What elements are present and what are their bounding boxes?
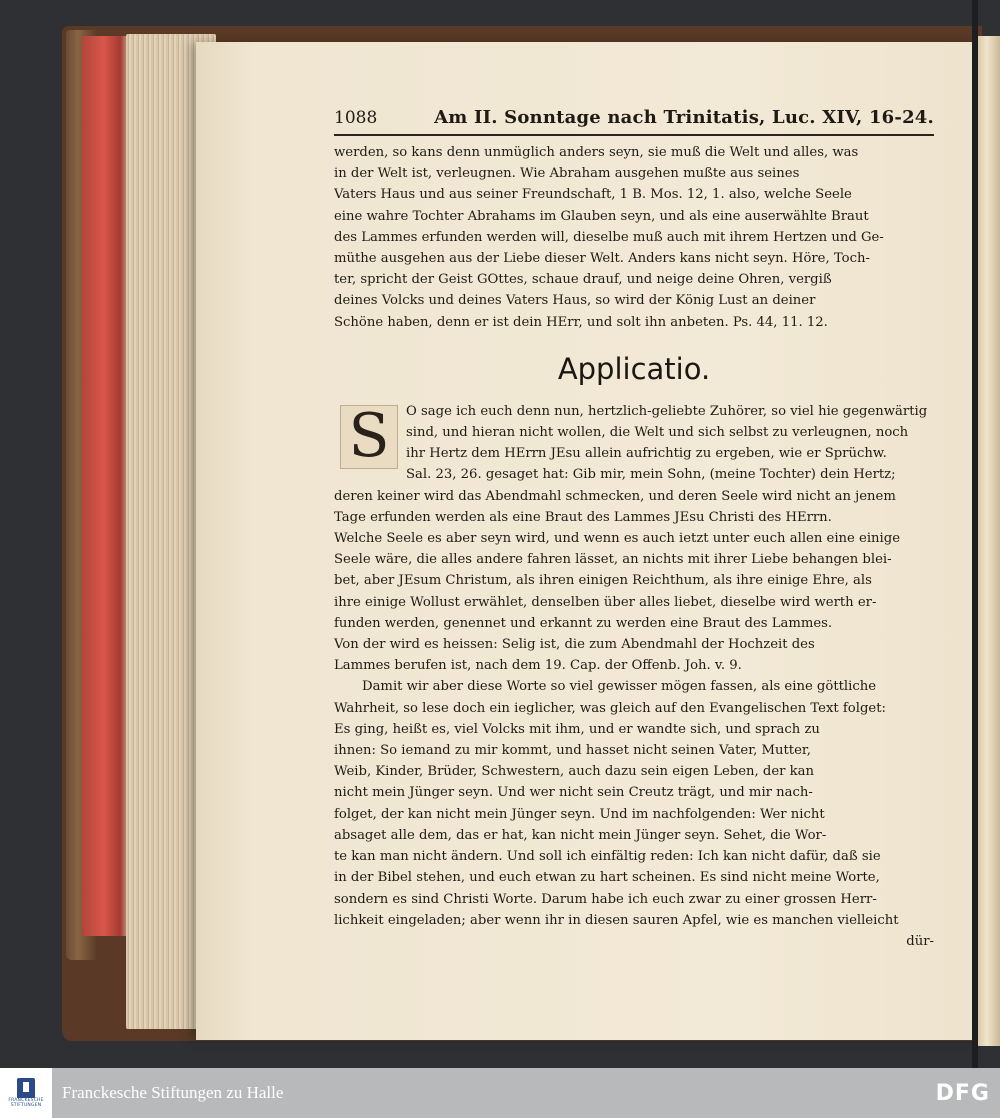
text-line: in der Welt ist, verleugnen. Wie Abraham ausgehen mußte aus seines — [334, 166, 800, 182]
section-heading: Applicatio. — [557, 351, 711, 386]
text-line: funden werden, genennet und erkannt zu werden eine Braut des Lammes. — [334, 615, 833, 631]
text-line: Damit wir aber diese Worte so viel gewisser mögen fassen, als eine göttliche — [362, 679, 877, 695]
page-text-block — [334, 104, 934, 952]
text-line: deren keiner wird das Abendmahl schmecken, und deren Seele wird nicht an jenem — [334, 488, 896, 504]
text-line: des Lammes erfunden werden will, dieselbe muß auch mit ihrem Hertzen und Ge- — [334, 229, 884, 245]
building-icon — [17, 1078, 35, 1098]
logo-text: FRANCKESCHE STIFTUNGEN — [8, 1098, 44, 1108]
decorated-initial: S — [340, 405, 398, 469]
facing-page-edge — [978, 36, 1000, 1046]
text-line: ihre einige Wollust erwählet, denselben über alles liebet, dieselbe wird werth er- — [334, 594, 877, 610]
text-line: Seele wäre, die alles andere fahren lässet, an nichts mit ihrer Liebe behangen blei- — [334, 552, 892, 568]
text-line: Weib, Kinder, Brüder, Schwestern, auch dazu sein eigen Leben, der kan — [334, 764, 814, 780]
paragraph-3 — [334, 676, 934, 952]
text-line: Sal. 23, 26. gesaget hat: Gib mir, mein Sohn, (meine Tochter) dein Hertz; — [406, 467, 896, 483]
text-line: absaget alle dem, das er hat, kan nicht mein Jünger seyn. Sehet, die Wor- — [334, 827, 827, 843]
running-title: Am II. Sonntage nach Trinitatis, Luc. XIV, 16-24. — [434, 107, 934, 128]
text-line: in der Bibel stehen, und euch etwan zu hart scheinen. Es sind nicht meine Worte, — [334, 870, 880, 886]
text-line: Von der wird es heissen: Selig ist, die zum Abendmahl der Hochzeit des — [334, 637, 815, 653]
franckesche-logo[interactable] — [0, 1068, 52, 1118]
text-line: werden, so kans denn unmüglich anders seyn, sie muß die Welt und alles, was — [334, 145, 859, 160]
text-line: nicht mein Jünger seyn. Und wer nicht sein Creutz trägt, und mir nach- — [334, 785, 813, 801]
text-line: Schöne haben, denn er ist dein HErr, und solt ihn anbeten. Ps. 44, 11. 12. — [334, 314, 828, 330]
text-line: deines Volcks und deines Vaters Haus, so wird der König Lust an deiner — [334, 293, 816, 309]
text-line: bet, aber JEsum Christum, als ihren einigen Reichthum, als ihre einige Ehre, als — [334, 573, 872, 589]
text-line: Tage erfunden werden als eine Braut des Lammes JEsu Christi des HErrn. — [334, 509, 832, 525]
catchword: dür- — [906, 933, 934, 949]
text-line: ihnen: So iemand zu mir kommt, und hasset nicht seinen Vater, Mutter, — [334, 743, 811, 759]
text-line: ter, spricht der Geist GOttes, schaue drauf, und neige deine Ohren, vergiß — [334, 272, 832, 288]
text-line: lichkeit eingeladen; aber wenn ihr in diesen sauren Apfel, wie es manchen vielleicht — [334, 912, 899, 928]
text-line: O sage ich euch denn nun, hertzlich-geliebte Zuhörer, so viel hie gegenwärtig — [406, 403, 928, 419]
text-line: müthe ausgehen aus der Liebe dieser Welt. Anders kans nicht seyn. Höre, Toch- — [334, 251, 870, 267]
running-header — [334, 104, 934, 136]
background-strip — [972, 0, 978, 1068]
text-line: sondern es sind Christi Worte. Darum habe ich euch zwar zu einer grossen Herr- — [334, 891, 877, 907]
text-line: sind, und hieran nicht wollen, die Welt und sich selbst zu verleugnen, noch — [406, 425, 909, 441]
text-line: Vaters Haus und aus seiner Freundschaft, 1 B. Mos. 12, 1. also, welche Seele — [334, 187, 852, 203]
text-line: ihr Hertz dem HErrn JEsu allein aufrichtig zu ergeben, wie er Sprüchw. — [406, 446, 887, 462]
paragraph-2 — [334, 401, 934, 677]
viewer-footer-bar — [0, 1068, 1000, 1118]
text-line: te kan man nicht ändern. Und soll ich einfältig reden: Ich kan nicht dafür, daß sie — [334, 849, 881, 865]
dfg-logo[interactable]: DFG — [935, 1080, 990, 1106]
text-line: Wahrheit, so lese doch ein ieglicher, was gleich auf den Evangelischen Text folget: — [334, 700, 886, 716]
paragraph-1 — [334, 142, 934, 333]
red-page-edge — [82, 36, 130, 936]
text-line: folget, der kan nicht mein Jünger seyn. Und im nachfolgenden: Wer nicht — [334, 806, 825, 822]
text-line: Lammes berufen ist, nach dem 19. Cap. der Offenb. Joh. v. 9. — [334, 658, 742, 674]
page-number: 1088 — [334, 108, 378, 128]
text-line: Welche Seele es aber seyn wird, und wenn es auch ietzt unter euch allen eine einige — [334, 531, 901, 547]
text-line: Es ging, heißt es, viel Volcks mit ihm, und er wandte sich, und sprach zu — [334, 721, 820, 737]
text-line: eine wahre Tochter Abrahams im Glauben seyn, und als eine auserwählte Braut — [334, 208, 869, 224]
institution-name: Franckesche Stiftungen zu Halle — [62, 1083, 284, 1102]
